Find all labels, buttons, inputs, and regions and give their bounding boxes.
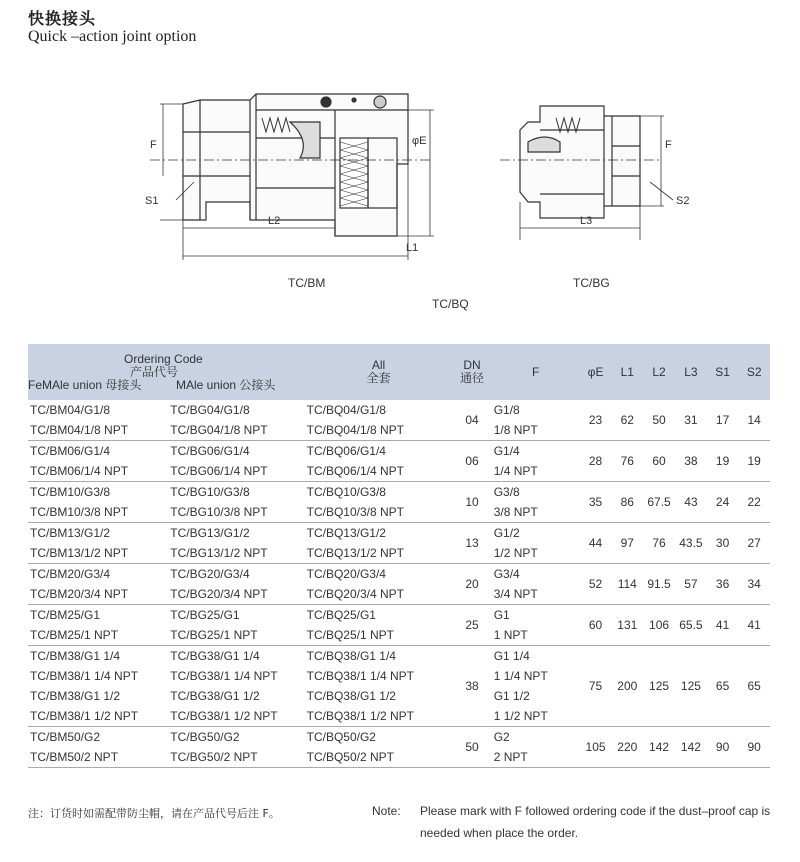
- cell-female-code: TC/BM50/2 NPT: [28, 747, 168, 768]
- cell-all-code: TC/BQ10/G3/8: [306, 485, 386, 499]
- cell-s2: 34: [738, 564, 770, 605]
- header-ordering-code-en: Ordering Code: [124, 351, 203, 366]
- cell-all-code: TC/BQ38/G1 1/4: [306, 649, 396, 663]
- cell-dn: 04: [452, 400, 491, 441]
- cell-s1: 19: [707, 441, 739, 482]
- cell-l3: 43: [675, 482, 707, 523]
- cell-s1: 36: [707, 564, 739, 605]
- table-row: [28, 523, 770, 544]
- cell-e: 23: [580, 400, 612, 441]
- cell-f: 1 NPT: [492, 625, 580, 646]
- cell-female-code: TC/BM13/1/2 NPT: [28, 543, 168, 564]
- cell-s2: 19: [738, 441, 770, 482]
- cell-all-code: TC/BQ20/3/4 NPT: [305, 584, 453, 605]
- cell-e: 60: [580, 605, 612, 646]
- cell-s2: 65: [738, 646, 770, 727]
- cell-all-code: TC/BQ13/1/2 NPT: [305, 543, 453, 564]
- cell-f: 3/4 NPT: [492, 584, 580, 605]
- cell-e: 28: [580, 441, 612, 482]
- cell-f: 1/4 NPT: [492, 461, 580, 482]
- cell-female-code: TC/BM13/G1/2: [30, 526, 111, 540]
- header-dn: [452, 344, 491, 400]
- header-dn-cn: 通径: [460, 371, 485, 385]
- cell-female-code: TC/BM04/G1/8: [30, 403, 111, 417]
- page-title-en: Quick –action joint option: [28, 28, 197, 45]
- cell-l3: 43.5: [675, 523, 707, 564]
- cell-female-code: TC/BM06/1/4 NPT: [28, 461, 168, 482]
- cell-all-code: TC/BQ25/G1: [306, 608, 376, 622]
- cell-male-code: TC/BG38/G1 1/2: [170, 689, 260, 703]
- cell-l3: 31: [675, 400, 707, 441]
- cell-f: 1 1/2 NPT: [492, 706, 580, 727]
- dim-label-f-left: F: [150, 139, 157, 151]
- table-row: [28, 564, 770, 585]
- table-row: [28, 441, 770, 462]
- cell-l1: 200: [611, 646, 643, 727]
- cell-dn: 25: [452, 605, 491, 646]
- dim-label-s1: S1: [145, 195, 159, 207]
- dim-label-s2: S2: [676, 195, 690, 207]
- note-en: [372, 800, 772, 844]
- cell-all-code: TC/BQ50/2 NPT: [305, 747, 453, 768]
- cell-f: G3/4: [493, 567, 520, 581]
- cell-female-code: TC/BM10/G3/8: [30, 485, 111, 499]
- cell-female-code: TC/BM38/G1 1/4: [30, 649, 121, 663]
- technical-drawing: [0, 60, 800, 310]
- cell-s1: 17: [707, 400, 739, 441]
- cell-female-code: TC/BM20/3/4 NPT: [28, 584, 168, 605]
- cell-all-code: TC/BQ10/3/8 NPT: [305, 502, 453, 523]
- cell-dn: 06: [452, 441, 491, 482]
- cell-dn: 50: [452, 727, 491, 768]
- cell-f: 1 1/4 NPT: [493, 669, 548, 683]
- cell-l3: 142: [675, 727, 707, 768]
- cell-l1: 86: [611, 482, 643, 523]
- cell-dn: 38: [452, 646, 491, 727]
- cell-male-code: TC/BG06/G1/4: [170, 444, 250, 458]
- cell-male-code: TC/BG50/G2: [170, 730, 240, 744]
- cell-l2: 125: [643, 646, 675, 727]
- cell-l3: 38: [675, 441, 707, 482]
- header-e: φE: [587, 364, 604, 379]
- cell-all-code: TC/BQ04/1/8 NPT: [305, 420, 453, 441]
- cell-f: G1/8: [493, 403, 520, 417]
- cell-e: 105: [580, 727, 612, 768]
- cell-l3: 65.5: [675, 605, 707, 646]
- cell-f: 1/2 NPT: [492, 543, 580, 564]
- cell-female-code: TC/BM38/1 1/4 NPT: [30, 669, 139, 683]
- cell-e: 35: [580, 482, 612, 523]
- header-l2: L2: [652, 364, 666, 379]
- dim-label-l1: L1: [406, 242, 419, 254]
- table-row: [28, 646, 770, 667]
- cell-all-code: TC/BQ50/G2: [306, 730, 376, 744]
- cell-f: G1/4: [493, 444, 520, 458]
- cell-l3: 125: [675, 646, 707, 727]
- cell-l2: 91.5: [643, 564, 675, 605]
- cell-female-code: TC/BM20/G3/4: [30, 567, 111, 581]
- header-female: FeMAle union 母接头: [28, 377, 142, 392]
- header-f: F: [532, 364, 540, 379]
- cell-all-code: TC/BQ06/G1/4: [306, 444, 386, 458]
- cell-l1: 114: [611, 564, 643, 605]
- cell-f: 2 NPT: [492, 747, 580, 768]
- spec-table: [28, 344, 770, 768]
- table-row: [28, 400, 770, 420]
- cell-l2: 106: [643, 605, 675, 646]
- cell-male-code: TC/BG04/G1/8: [170, 403, 250, 417]
- page-title-cn: 快换接头: [28, 9, 97, 28]
- cell-male-code: TC/BG25/1 NPT: [168, 625, 304, 646]
- cell-f: G1 1/4: [493, 649, 530, 663]
- cell-l2: 142: [643, 727, 675, 768]
- cell-f: G2: [493, 730, 510, 744]
- cell-s1: 90: [707, 727, 739, 768]
- cell-dn: 13: [452, 523, 491, 564]
- cell-male-code: TC/BG04/1/8 NPT: [168, 420, 304, 441]
- cell-male-code: TC/BG10/G3/8: [170, 485, 250, 499]
- dim-label-l3: L3: [580, 215, 593, 227]
- cell-l1: 131: [611, 605, 643, 646]
- cell-f: G1/2: [493, 526, 520, 540]
- cell-female-code: TC/BM38/G1 1/2: [30, 689, 121, 703]
- cell-e: 44: [580, 523, 612, 564]
- cell-l1: 62: [611, 400, 643, 441]
- cell-l3: 57: [675, 564, 707, 605]
- cell-all-code: TC/BQ13/G1/2: [306, 526, 386, 540]
- cell-s2: 14: [738, 400, 770, 441]
- table-header: [28, 344, 770, 400]
- cell-s1: 65: [707, 646, 739, 727]
- cell-female-code: TC/BM50/G2: [30, 730, 101, 744]
- cell-male-code: TC/BG38/1 1/2 NPT: [168, 706, 304, 727]
- cell-all-code: TC/BQ06/1/4 NPT: [305, 461, 453, 482]
- header-all: [305, 344, 453, 400]
- cell-male-code: TC/BG25/G1: [170, 608, 240, 622]
- cell-l2: 50: [643, 400, 675, 441]
- table-row: [28, 727, 770, 748]
- cell-l2: 60: [643, 441, 675, 482]
- cell-female-code: TC/BM04/1/8 NPT: [28, 420, 168, 441]
- cell-female-code: TC/BM06/G1/4: [30, 444, 111, 458]
- cell-f: 3/8 NPT: [492, 502, 580, 523]
- cell-male-code: TC/BG13/1/2 NPT: [168, 543, 304, 564]
- cell-all-code: TC/BQ38/G1 1/2: [306, 689, 396, 703]
- cell-male-code: TC/BG10/3/8 NPT: [168, 502, 304, 523]
- cell-s2: 90: [738, 727, 770, 768]
- cell-dn: 20: [452, 564, 491, 605]
- cell-f: G1 1/2: [493, 689, 530, 703]
- cell-f: 1/8 NPT: [492, 420, 580, 441]
- cell-l1: 220: [611, 727, 643, 768]
- cell-all-code: TC/BQ04/G1/8: [306, 403, 386, 417]
- cell-male-code: TC/BG06/1/4 NPT: [168, 461, 304, 482]
- header-dn-en: DN: [463, 358, 481, 372]
- cell-female-code: TC/BM25/G1: [30, 608, 101, 622]
- cell-s2: 27: [738, 523, 770, 564]
- header-l3: L3: [684, 364, 698, 379]
- caption-tcbg: TC/BG: [573, 276, 610, 290]
- cell-l1: 97: [611, 523, 643, 564]
- cell-female-code: TC/BM38/1 1/2 NPT: [28, 706, 168, 727]
- cell-male-code: TC/BG20/3/4 NPT: [168, 584, 304, 605]
- cell-male-code: TC/BG38/G1 1/4: [170, 649, 260, 663]
- caption-tcbq: TC/BQ: [432, 297, 469, 311]
- note-cn: 注：订货时如需配带防尘帽，请在产品代号后注 F。: [28, 807, 280, 820]
- table-row: [28, 482, 770, 503]
- cell-male-code: TC/BG50/2 NPT: [168, 747, 304, 768]
- cell-f: G1: [493, 608, 510, 622]
- cell-s1: 30: [707, 523, 739, 564]
- cell-female-code: TC/BM10/3/8 NPT: [28, 502, 168, 523]
- cell-dn: 10: [452, 482, 491, 523]
- spec-table-body: [28, 400, 770, 768]
- header-l1: L1: [620, 364, 634, 379]
- cell-male-code: TC/BG20/G3/4: [170, 567, 250, 581]
- header-ordering-code: [28, 344, 305, 400]
- cell-s2: 41: [738, 605, 770, 646]
- table-row: [28, 605, 770, 626]
- cell-e: 52: [580, 564, 612, 605]
- header-male: MAle union 公接头: [176, 377, 276, 392]
- cell-male-code: TC/BG13/G1/2: [170, 526, 250, 540]
- cell-all-code: TC/BQ25/1 NPT: [305, 625, 453, 646]
- dim-label-l2: L2: [268, 215, 281, 227]
- female-coupler-drawing: [150, 94, 430, 236]
- cell-l1: 76: [611, 441, 643, 482]
- cell-f: G3/8: [493, 485, 520, 499]
- header-all-en: All: [371, 358, 386, 372]
- note-en-text: Please mark with F followed ordering code if the dust–proof cap is needed when place the order.: [420, 804, 771, 840]
- male-plug-drawing: [500, 106, 660, 218]
- cell-s1: 41: [707, 605, 739, 646]
- cell-all-code: TC/BQ38/1 1/4 NPT: [306, 669, 414, 683]
- dim-label-phie: φE: [412, 135, 427, 147]
- cell-s2: 22: [738, 482, 770, 523]
- cell-all-code: TC/BQ38/1 1/2 NPT: [305, 706, 453, 727]
- cell-e: 75: [580, 646, 612, 727]
- header-ordering-code-cn: 产品代号: [130, 364, 179, 379]
- cell-all-code: TC/BQ20/G3/4: [306, 567, 386, 581]
- cell-female-code: TC/BM25/1 NPT: [28, 625, 168, 646]
- cell-l2: 76: [643, 523, 675, 564]
- header-all-cn: 全套: [366, 371, 391, 385]
- header-s1: S1: [715, 364, 730, 379]
- note-en-lead: Note:: [372, 804, 401, 818]
- cell-s1: 24: [707, 482, 739, 523]
- caption-tcbm: TC/BM: [288, 276, 326, 290]
- cell-male-code: TC/BG38/1 1/4 NPT: [170, 669, 278, 683]
- dim-label-f-right: F: [665, 139, 672, 151]
- cell-l2: 67.5: [643, 482, 675, 523]
- header-s2: S2: [746, 364, 762, 379]
